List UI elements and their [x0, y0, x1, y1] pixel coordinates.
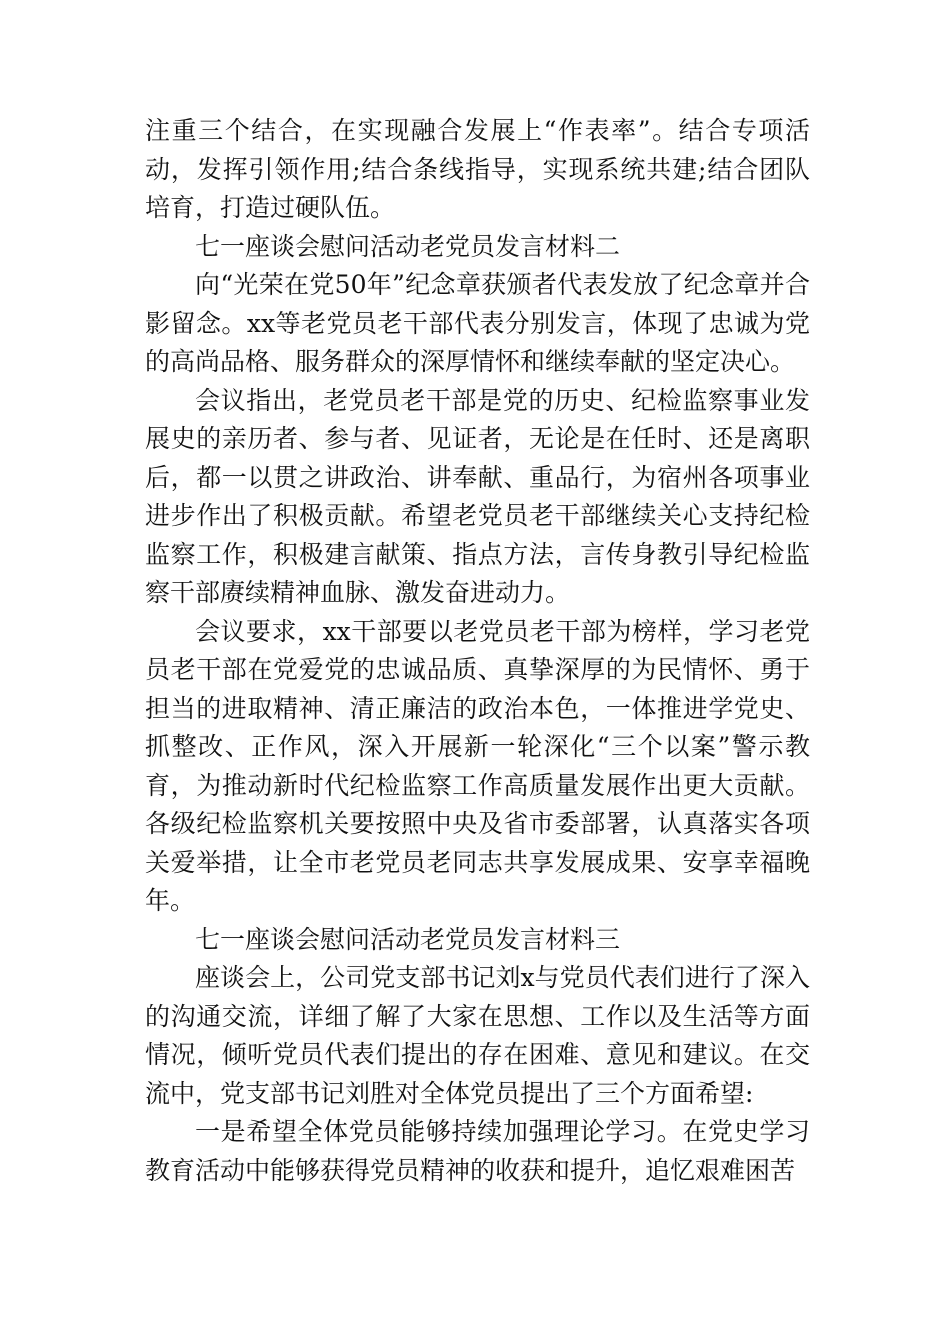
section-heading-2: 七一座谈会慰问活动老党员发言材料二 — [195, 231, 621, 261]
document-page — [145, 112, 810, 1190]
paragraph-first-hope: 一是希望全体党员能够持续加强理论学习。在党史学习教育活动中能够获得党员精神的收获和提升，追忆艰难困苦 — [145, 1117, 810, 1185]
paragraph-medal-award: 向“光荣在党50年”纪念章获颁者代表发放了纪念章并合影留念。xx等老党员老干部代表分别发言，体现了忠诚为党的高尚品格、服务群众的深厚情怀和继续奉献的坚定决心。 — [145, 270, 810, 376]
paragraph-meeting-requirements: 会议要求，xx干部要以老党员老干部为榜样，学习老党员老干部在党爱党的忠诚品质、真挚深厚的为民情怀、勇于担当的进取精神、清正廉洁的政治本色，一体推进学党史、抓整改、正作风，深入开展新一轮深化“三个以案”警示教育，为推动新时代纪检监察工作高质量发展作出更大贡献。各级纪检监察机关要按照中央及省市委部署，认真落实各项关爱举措，让全市老党员老同志共享发展成果、安享幸福晚年。 — [145, 616, 810, 915]
paragraph-three-combinations: 注重三个结合，在实现融合发展上“作表率”。结合专项活动，发挥引领作用;结合条线指导，实现系统共建;结合团队培育，打造过硬队伍。 — [145, 116, 810, 222]
paragraph-meeting-points: 会议指出，老党员老干部是党的历史、纪检监察事业发展史的亲历者、参与者、见证者，无论是在任时、还是离职后，都一以贯之讲政治、讲奉献、重品行，为宿州各项事业进步作出了积极贡献。希望老党员老干部继续关心支持纪检监察工作，积极建言献策、指点方法，言传身教引导纪检监察干部赓续精神血脉、激发奋进动力。 — [145, 385, 810, 607]
paragraph-forum-exchange: 座谈会上，公司党支部书记刘x与党员代表们进行了深入的沟通交流，详细了解了大家在思想、工作以及生活等方面情况，倾听党员代表们提出的存在困难、意见和建议。在交流中，党支部书记刘胜对全体党员提出了三个方面希望: — [145, 963, 810, 1108]
section-heading-3: 七一座谈会慰问活动老党员发言材料三 — [195, 924, 621, 954]
